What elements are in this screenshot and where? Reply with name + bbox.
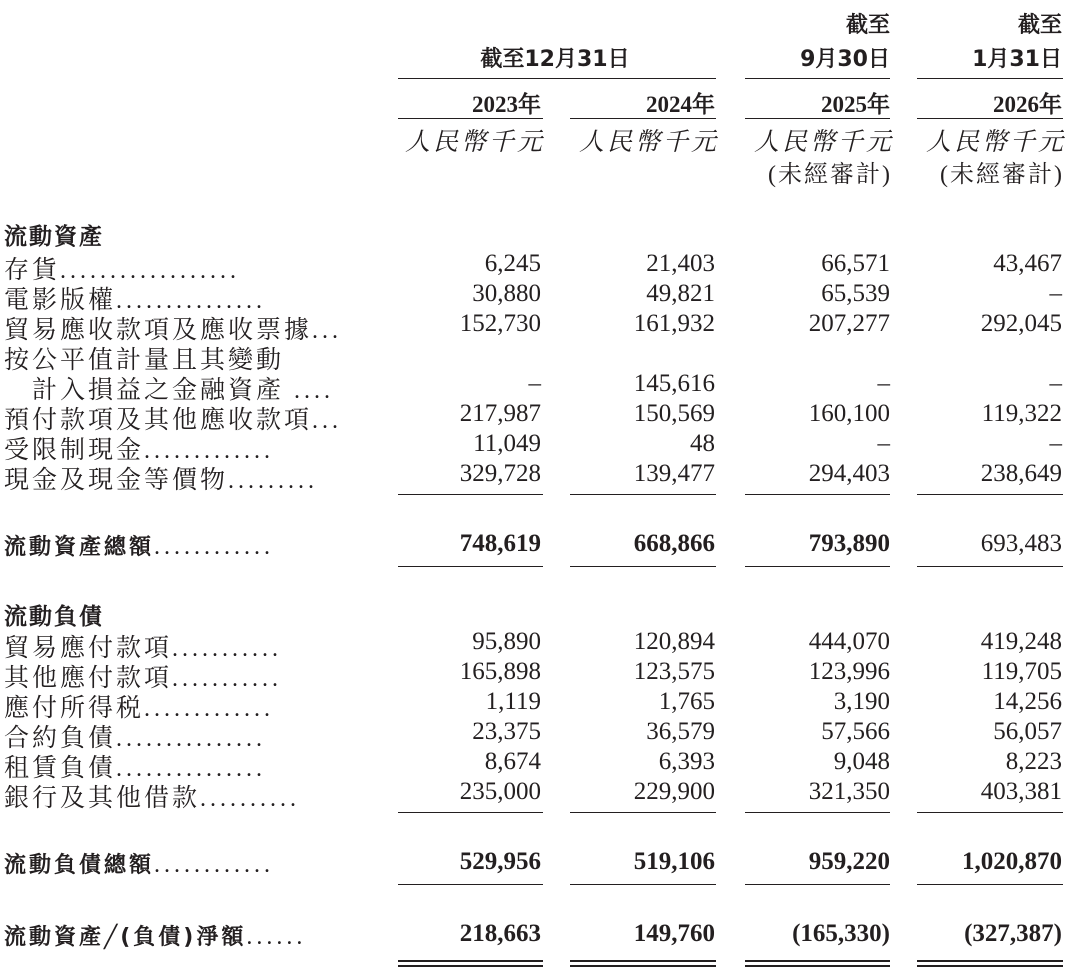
row-label: 現金及現金等價物 bbox=[4, 467, 229, 494]
subtotal-rule bbox=[917, 494, 1063, 495]
value-2025: (165,330) bbox=[792, 920, 890, 947]
value-2024: 36,579 bbox=[646, 718, 715, 745]
table-row bbox=[0, 370, 1068, 404]
value-2025: – bbox=[877, 430, 890, 457]
value-2026: 1,020,870 bbox=[962, 848, 1062, 875]
value-2024: 1,765 bbox=[658, 688, 715, 715]
value-2025: 444,070 bbox=[808, 628, 890, 655]
value-2023: 748,619 bbox=[459, 530, 541, 557]
value-2026: 56,057 bbox=[993, 718, 1062, 745]
table-row bbox=[0, 310, 1068, 344]
value-2025: 65,539 bbox=[821, 280, 890, 307]
value-2025: 959,220 bbox=[808, 848, 890, 875]
unit-col1: 人民幣千元 bbox=[404, 129, 545, 156]
row-label: 應付所得税 bbox=[4, 695, 145, 722]
leader-dots: .................. bbox=[60, 258, 241, 284]
row-label: 受限制現金 bbox=[4, 437, 145, 464]
value-2024: 49,821 bbox=[646, 280, 715, 307]
col3-header-line2: 9月30日 bbox=[800, 47, 890, 72]
unit-col4: 人民幣千元 bbox=[925, 129, 1066, 156]
value-2026: 14,256 bbox=[993, 688, 1062, 715]
row-label: 按公平值計量且其變動 bbox=[4, 347, 285, 374]
value-2023: 529,956 bbox=[459, 848, 541, 875]
leader-dots: ............... bbox=[116, 756, 267, 782]
value-2023: 235,000 bbox=[459, 778, 541, 805]
value-2024: 145,616 bbox=[633, 370, 715, 397]
value-2023: – bbox=[528, 370, 541, 397]
value-2024: 161,932 bbox=[633, 310, 715, 337]
value-2023: 30,880 bbox=[472, 280, 541, 307]
unit-col3: 人民幣千元 bbox=[753, 129, 894, 156]
unit-col2: 人民幣千元 bbox=[578, 129, 719, 156]
subtotal-rule bbox=[745, 494, 890, 495]
value-2025: 57,566 bbox=[821, 718, 890, 745]
value-2024: 6,393 bbox=[658, 748, 715, 775]
table-row bbox=[0, 688, 1068, 722]
total-rule bbox=[917, 884, 1063, 885]
double-underline bbox=[917, 960, 1063, 967]
leader-dots: ... bbox=[312, 318, 343, 344]
col4-header-line2: 1月31日 bbox=[972, 47, 1062, 72]
value-2023: 165,898 bbox=[459, 658, 541, 685]
year-2025: 2025年 bbox=[821, 92, 890, 117]
value-2025: 160,100 bbox=[808, 400, 890, 427]
value-2023: 11,049 bbox=[473, 430, 541, 457]
total-rule bbox=[745, 884, 890, 885]
leader-dots: ............... bbox=[116, 288, 267, 314]
value-2023: 217,987 bbox=[459, 400, 541, 427]
subtotal-rule bbox=[398, 494, 543, 495]
subtotal-rule bbox=[917, 812, 1063, 813]
total-rule bbox=[745, 566, 890, 567]
row-label: 計入損益之金融資產 bbox=[4, 377, 285, 404]
year-rule-3 bbox=[745, 118, 890, 119]
value-2024: 21,403 bbox=[646, 250, 715, 277]
value-2026: 403,381 bbox=[980, 778, 1062, 805]
subtotal-rule bbox=[398, 812, 543, 813]
value-2026: (327,387) bbox=[964, 920, 1062, 947]
total-rule bbox=[398, 566, 543, 567]
value-2023: 218,663 bbox=[459, 920, 541, 947]
header-rule-group bbox=[398, 78, 716, 79]
row-label: 貿易應付款項 bbox=[4, 635, 173, 662]
value-2025: 66,571 bbox=[821, 250, 890, 277]
leader-dots: ... bbox=[312, 408, 343, 434]
year-2026: 2026年 bbox=[993, 92, 1062, 117]
value-2025: 123,996 bbox=[808, 658, 890, 685]
value-2023: 1,119 bbox=[485, 688, 541, 715]
double-underline bbox=[570, 960, 716, 967]
leader-dots: ...... bbox=[246, 924, 307, 950]
table-row bbox=[0, 340, 1068, 374]
value-2024: 149,760 bbox=[633, 920, 715, 947]
subtotal-rule bbox=[570, 494, 716, 495]
value-2024: 150,569 bbox=[633, 400, 715, 427]
row-label: 存貨 bbox=[4, 257, 61, 284]
unaudited-col3: (未經審計) bbox=[768, 162, 892, 188]
leader-dots: ............ bbox=[154, 852, 275, 878]
row-label: 銀行及其他借款 bbox=[4, 785, 201, 812]
value-2026: 292,045 bbox=[980, 310, 1062, 337]
net-current-assets-row bbox=[0, 920, 1068, 948]
value-2025: 207,277 bbox=[808, 310, 890, 337]
unaudited-col4: (未經審計) bbox=[940, 162, 1064, 188]
row-label: 預付款項及其他應收款項 bbox=[4, 407, 313, 434]
value-2024: 519,106 bbox=[633, 848, 715, 875]
value-2023: 95,890 bbox=[472, 628, 541, 655]
year-rule-4 bbox=[917, 118, 1063, 119]
table-row bbox=[0, 430, 1068, 464]
leader-dots: .... bbox=[284, 378, 335, 404]
leader-dots: ........... bbox=[172, 636, 283, 662]
year-rule-2 bbox=[570, 118, 716, 119]
table-row bbox=[0, 460, 1068, 494]
table-row bbox=[0, 250, 1068, 284]
table-row bbox=[0, 658, 1068, 692]
value-2025: 321,350 bbox=[808, 778, 890, 805]
row-label: 貿易應收款項及應收票據 bbox=[4, 317, 313, 344]
value-2024: 120,894 bbox=[633, 628, 715, 655]
total-rule bbox=[917, 566, 1063, 567]
value-2023: 152,730 bbox=[459, 310, 541, 337]
leader-dots: ............ bbox=[154, 534, 275, 560]
year-2024: 2024年 bbox=[646, 92, 715, 117]
value-2026: 8,223 bbox=[1005, 748, 1062, 775]
row-label: 其他應付款項 bbox=[4, 665, 173, 692]
value-2023: 23,375 bbox=[472, 718, 541, 745]
table-row bbox=[0, 778, 1068, 812]
table-row bbox=[0, 628, 1068, 662]
double-underline bbox=[398, 960, 543, 967]
header-rule-col4 bbox=[917, 78, 1063, 79]
value-2026: – bbox=[1049, 280, 1062, 307]
value-2024: 48 bbox=[690, 430, 715, 457]
value-2026: – bbox=[1049, 370, 1062, 397]
value-2025: 9,048 bbox=[833, 748, 890, 775]
col4-header-line1: 截至 bbox=[1017, 13, 1062, 38]
value-2026: 119,322 bbox=[981, 400, 1062, 427]
row-label: 流動資產╱(負債)淨額 bbox=[4, 925, 247, 950]
total-rule bbox=[570, 566, 716, 567]
leader-dots: ............. bbox=[144, 438, 275, 464]
leader-dots: ............... bbox=[116, 726, 267, 752]
current-assets-title: 流動資產 bbox=[4, 224, 104, 250]
value-2023: 8,674 bbox=[484, 748, 541, 775]
value-2024: 229,900 bbox=[633, 778, 715, 805]
total-current-assets-row bbox=[0, 530, 1068, 558]
table-row bbox=[0, 280, 1068, 314]
row-label: 租賃負債 bbox=[4, 755, 117, 782]
value-2026: 119,705 bbox=[981, 658, 1062, 685]
value-2023: 329,728 bbox=[459, 460, 541, 487]
row-label: 流動資產總額 bbox=[4, 535, 155, 560]
value-2024: 668,866 bbox=[633, 530, 715, 557]
table-row bbox=[0, 718, 1068, 752]
value-2025: 3,190 bbox=[833, 688, 890, 715]
leader-dots: ........... bbox=[172, 666, 283, 692]
total-rule bbox=[398, 884, 543, 885]
row-label: 合約負債 bbox=[4, 725, 117, 752]
table-row bbox=[0, 400, 1068, 434]
leader-dots: ............. bbox=[144, 696, 275, 722]
value-2026: 419,248 bbox=[980, 628, 1062, 655]
header-rule-col3 bbox=[745, 78, 890, 79]
total-current-liabilities-row bbox=[0, 848, 1068, 876]
total-rule bbox=[570, 884, 716, 885]
col3-header-line1: 截至 bbox=[845, 13, 890, 38]
value-2025: 793,890 bbox=[808, 530, 890, 557]
table-row bbox=[0, 748, 1068, 782]
current-liabilities-title: 流動負債 bbox=[4, 604, 104, 630]
subtotal-rule bbox=[745, 812, 890, 813]
year-2023: 2023年 bbox=[472, 92, 541, 117]
value-2026: – bbox=[1049, 430, 1062, 457]
value-2024: 123,575 bbox=[633, 658, 715, 685]
value-2024: 139,477 bbox=[633, 460, 715, 487]
leader-dots: .......... bbox=[200, 786, 301, 812]
value-2026: 238,649 bbox=[980, 460, 1062, 487]
value-2025: – bbox=[877, 370, 890, 397]
row-label: 流動負債總額 bbox=[4, 853, 155, 878]
value-2023: 6,245 bbox=[484, 250, 541, 277]
value-2026: 693,483 bbox=[980, 530, 1062, 557]
leader-dots: ......... bbox=[228, 468, 319, 494]
value-2025: 294,403 bbox=[808, 460, 890, 487]
subtotal-rule bbox=[570, 812, 716, 813]
double-underline bbox=[745, 960, 890, 967]
year-end-group-header: 截至12月31日 bbox=[480, 47, 630, 72]
value-2026: 43,467 bbox=[993, 250, 1062, 277]
row-label: 電影版權 bbox=[4, 287, 117, 314]
year-rule-1 bbox=[398, 118, 543, 119]
